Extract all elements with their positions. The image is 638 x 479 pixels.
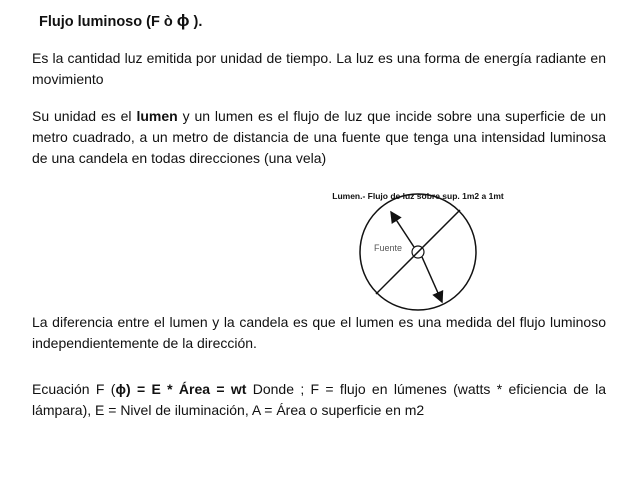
difference-paragraph: La diferencia entre el lumen y la candela es que el lumen es una medida del flujo luminoso independientemente de la dirección. [32,314,606,351]
lumen-term: lumen [136,108,178,124]
phi-symbol: ϕ [176,11,190,30]
lumen-diagram [300,184,540,324]
phi-symbol: ϕ [115,381,126,397]
unit-paragraph: Su unidad es el lumen y un lumen es el flujo de luz que incide sobre una superficie de un metro cuadrado, a un metro de distancia de una fuente que tenga una intensidad luminosa de una candela en todas direcciones (una vela) [32,108,607,166]
definition-paragraph: Es la cantidad luz emitida por unidad de tiempo. La luz es una forma de energía radiante en movimiento [32,50,606,87]
equation-formula: ) = E * Área = wt [125,381,247,397]
page-title: Flujo luminoso (F ò ϕ ). [39,11,203,30]
source-label: Fuente [373,243,402,253]
arrow-down-right [422,257,442,302]
diagram-caption: Lumen.- Flujo de luz sobre sup. 1m2 a 1mt [332,191,504,201]
equation-paragraph: Ecuación F (ϕ) = E * Área = wt Donde ; F = flujo en lúmenes (watts * eficiencia de la lámpara), E = Nivel de iluminación, A = Área o superficie en m2 [32,381,607,418]
arrow-up-left [391,212,414,247]
